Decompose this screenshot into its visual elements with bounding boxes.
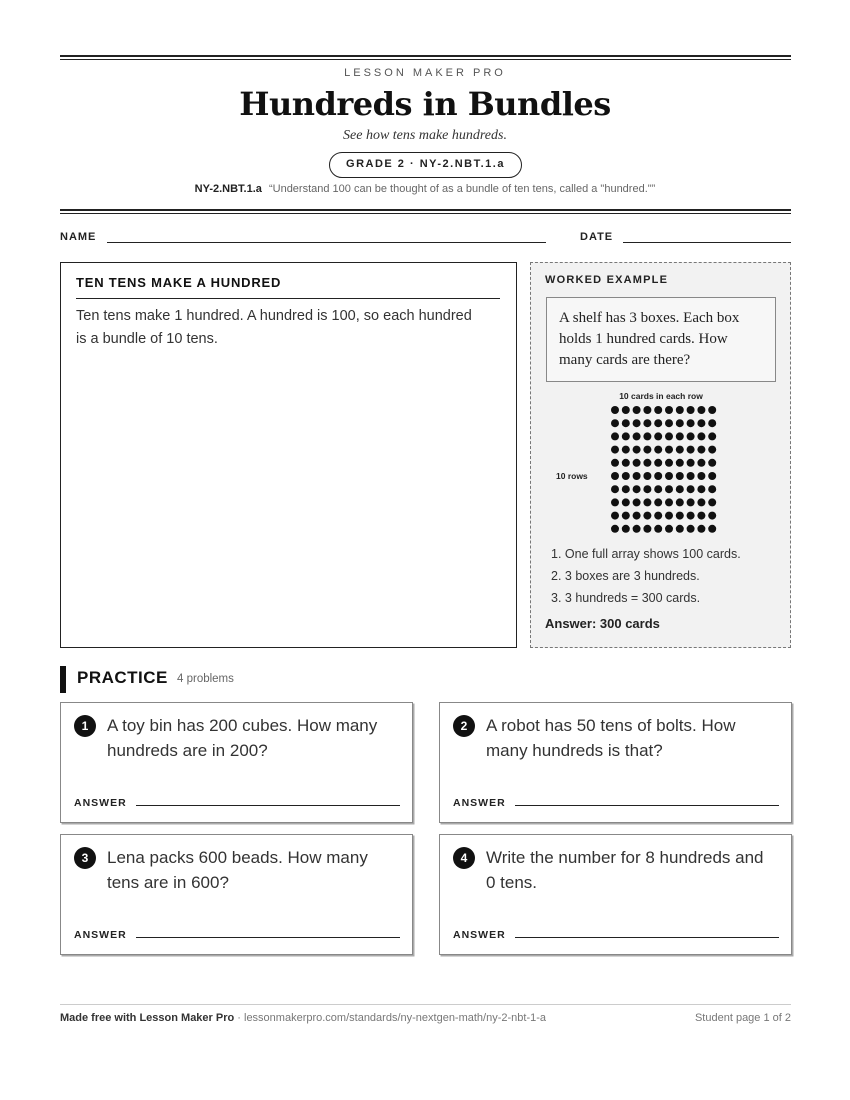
practice-card-3 xyxy=(60,834,413,955)
array-dot xyxy=(697,512,705,520)
practice-accent-bar xyxy=(60,666,66,693)
array-dot xyxy=(665,485,673,493)
array-dot xyxy=(611,512,619,520)
array-side-label: 10 rows xyxy=(556,471,588,481)
worked-example-title: WORKED EXAMPLE xyxy=(545,274,669,286)
array-dot xyxy=(633,406,641,414)
array-dot xyxy=(633,512,641,520)
array-dot xyxy=(643,406,651,414)
array-dot xyxy=(611,459,619,467)
array-dot xyxy=(687,419,695,427)
array-dot xyxy=(611,498,619,506)
array-dot xyxy=(654,498,662,506)
array-dot xyxy=(676,432,684,440)
array-dot xyxy=(633,485,641,493)
array-dot xyxy=(633,459,641,467)
array-dot xyxy=(633,498,641,506)
array-dot xyxy=(611,432,619,440)
array-dot xyxy=(643,498,651,506)
array-dot xyxy=(622,498,630,506)
array-dot xyxy=(676,472,684,480)
array-dot xyxy=(676,485,684,493)
array-dot xyxy=(697,472,705,480)
array-dot xyxy=(665,472,673,480)
array-dot xyxy=(622,485,630,493)
date-field[interactable] xyxy=(623,242,791,243)
footer-brand: Made free with Lesson Maker Pro xyxy=(60,1012,235,1024)
array-dot xyxy=(611,485,619,493)
concept-box xyxy=(60,262,517,648)
array-dot xyxy=(687,432,695,440)
array-dot xyxy=(708,525,716,533)
array-dot xyxy=(687,446,695,454)
array-dot xyxy=(643,525,651,533)
array-dot xyxy=(665,512,673,520)
name-field[interactable] xyxy=(107,242,546,243)
array-dot xyxy=(633,446,641,454)
problem-number: 3 xyxy=(74,847,96,869)
array-dot xyxy=(676,459,684,467)
array-dot xyxy=(643,472,651,480)
array-dot xyxy=(611,419,619,427)
array-dot xyxy=(654,459,662,467)
problem-number: 1 xyxy=(74,715,96,737)
array-dot xyxy=(687,525,695,533)
step-item: 2. 3 boxes are 3 hundreds. xyxy=(551,569,700,583)
array-dot xyxy=(687,459,695,467)
array-dot xyxy=(687,498,695,506)
array-dot xyxy=(708,432,716,440)
problem-question: Write the number for 8 hundreds and 0 tens. xyxy=(486,848,764,892)
standard-text: “Understand 100 can be thought of as a bundle of ten tens, called a "hundred."” xyxy=(268,183,656,195)
array-dot xyxy=(708,459,716,467)
worked-example-box xyxy=(530,262,791,648)
problem-question: A toy bin has 200 cubes. How many hundreds are in 200? xyxy=(107,716,378,760)
array-dot xyxy=(708,485,716,493)
array-dot xyxy=(622,446,630,454)
concept-divider xyxy=(76,298,500,299)
array-dot xyxy=(697,432,705,440)
step-item: 1. One full array shows 100 cards. xyxy=(551,547,741,561)
array-dot xyxy=(643,419,651,427)
array-dot xyxy=(708,406,716,414)
answer-label: ANSWER xyxy=(74,929,127,941)
array-dot xyxy=(654,485,662,493)
array-dot xyxy=(622,472,630,480)
array-dot xyxy=(687,485,695,493)
array-dot xyxy=(708,446,716,454)
array-dot xyxy=(676,419,684,427)
array-dot xyxy=(697,498,705,506)
array-dots xyxy=(611,406,716,533)
array-dot xyxy=(643,512,651,520)
grade-badge: GRADE 2 · NY-2.NBT.1.a xyxy=(329,152,522,178)
array-dot xyxy=(665,406,673,414)
answer-field[interactable] xyxy=(515,937,779,938)
array-dot xyxy=(611,406,619,414)
array-dot xyxy=(622,432,630,440)
worked-example-answer: Answer: 300 cards xyxy=(545,616,660,631)
array-dot xyxy=(654,472,662,480)
answer-label: ANSWER xyxy=(453,797,506,809)
concept-text: Ten tens make 1 hundred. A hundred is 100, so each hundred is a bundle of 10 tens. xyxy=(76,308,472,347)
practice-card-4 xyxy=(439,834,792,955)
page-title: Hundreds in Bundles xyxy=(239,85,611,123)
standard-code: NY-2.NBT.1.a xyxy=(194,183,262,195)
worked-example-steps xyxy=(551,547,741,613)
array-dot xyxy=(697,485,705,493)
array-dot xyxy=(665,432,673,440)
practice-card-1 xyxy=(60,702,413,823)
array-dot xyxy=(697,459,705,467)
array-dot xyxy=(676,512,684,520)
footer-page-number: Student page 1 of 2 xyxy=(694,1012,791,1024)
array-dot xyxy=(643,446,651,454)
array-dot xyxy=(654,512,662,520)
problem-question: A robot has 50 tens of bolts. How many hundreds is that? xyxy=(486,716,736,760)
array-dot xyxy=(697,446,705,454)
footer-credit xyxy=(60,1012,546,1024)
worked-example-problem: A shelf has 3 boxes. Each box holds 1 hundred cards. How many cards are there? xyxy=(546,297,776,382)
array-dot xyxy=(687,472,695,480)
array-dot xyxy=(665,525,673,533)
answer-label: ANSWER xyxy=(453,929,506,941)
top-rule xyxy=(60,55,791,60)
array-dot xyxy=(633,419,641,427)
array-dot xyxy=(611,472,619,480)
footer-divider xyxy=(60,1004,791,1005)
date-label: DATE xyxy=(580,231,614,243)
answer-label: ANSWER xyxy=(74,797,127,809)
answer-field[interactable] xyxy=(515,805,779,806)
array-dot xyxy=(676,446,684,454)
array-dot xyxy=(665,419,673,427)
array-dot xyxy=(643,459,651,467)
array-dot xyxy=(622,525,630,533)
array-dot xyxy=(654,432,662,440)
array-dot xyxy=(633,525,641,533)
array-dot xyxy=(665,459,673,467)
array-dot xyxy=(622,406,630,414)
array-dot xyxy=(654,406,662,414)
practice-card-2 xyxy=(439,702,792,823)
dot-array-diagram xyxy=(546,388,776,543)
array-dot xyxy=(697,525,705,533)
name-label: NAME xyxy=(60,231,97,243)
array-dot xyxy=(687,406,695,414)
array-dot xyxy=(676,525,684,533)
standard-line xyxy=(0,183,850,195)
array-dot xyxy=(665,446,673,454)
array-top-label: 10 cards in each row xyxy=(619,391,703,401)
header-rule xyxy=(60,209,791,214)
array-dot xyxy=(708,512,716,520)
problem-question: Lena packs 600 beads. How many tens are in 600? xyxy=(107,848,368,892)
brand-name: LESSON MAKER PRO xyxy=(344,67,506,79)
array-dot xyxy=(708,498,716,506)
answer-field[interactable] xyxy=(136,805,400,806)
array-dot xyxy=(654,419,662,427)
problem-number: 4 xyxy=(453,847,475,869)
array-dot xyxy=(611,446,619,454)
array-dot xyxy=(622,419,630,427)
array-dot xyxy=(697,406,705,414)
array-dot xyxy=(687,512,695,520)
array-dot xyxy=(611,525,619,533)
array-dot xyxy=(654,525,662,533)
array-dot xyxy=(643,432,651,440)
practice-title: PRACTICE xyxy=(77,668,168,687)
array-dot xyxy=(708,472,716,480)
footer-url[interactable]: · lessonmakerpro.com/standards/ny-nextgen-math/ny-2-nbt-1-a xyxy=(234,1012,547,1024)
array-dot xyxy=(654,446,662,454)
answer-field[interactable] xyxy=(136,937,400,938)
step-item: 3. 3 hundreds = 300 cards. xyxy=(551,591,701,605)
array-dot xyxy=(633,472,641,480)
practice-count: 4 problems xyxy=(177,673,234,685)
array-dot xyxy=(633,432,641,440)
concept-title: TEN TENS MAKE A HUNDRED xyxy=(76,275,282,290)
problem-number: 2 xyxy=(453,715,475,737)
page-subtitle: See how tens make hundreds. xyxy=(343,128,507,143)
array-dot xyxy=(622,512,630,520)
array-dot xyxy=(665,498,673,506)
array-dot xyxy=(708,419,716,427)
array-dot xyxy=(697,419,705,427)
array-dot xyxy=(676,406,684,414)
array-dot xyxy=(643,485,651,493)
array-dot xyxy=(622,459,630,467)
array-dot xyxy=(676,498,684,506)
